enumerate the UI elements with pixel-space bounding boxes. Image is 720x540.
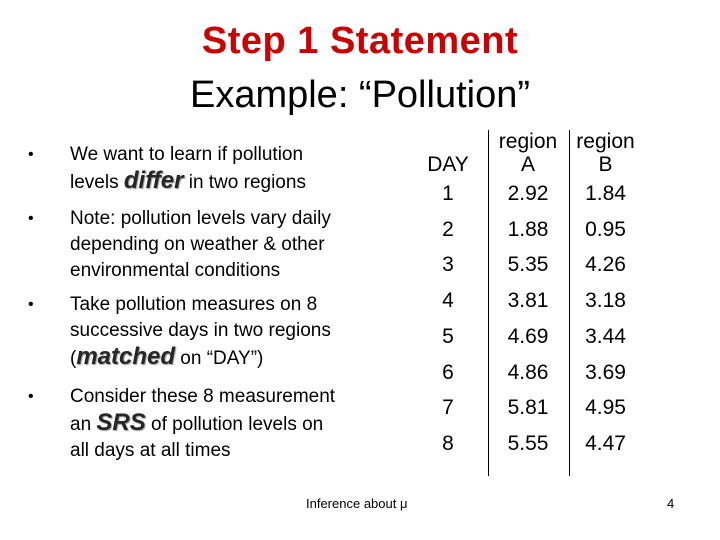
bullet-item [28,206,400,284]
cell-day: 1 [442,182,454,205]
cell-region-b: 1.84 [585,182,626,205]
bullet-line: levels [70,172,124,193]
table-body [408,176,643,462]
table-row [408,176,643,212]
bullet-line: on “DAY”) [175,348,264,369]
table-row [408,319,643,355]
cell-day: 7 [442,396,454,420]
bullet-text: Note: pollution levels vary daily depending on weather & other environmental conditions [70,208,331,281]
table-divider [488,130,489,476]
footer-text: Inference about μ [306,496,408,511]
header-region-a-top: region [498,130,558,153]
bullet-dot-icon: • [28,210,34,227]
bullet-line: ( [70,348,77,369]
bullet-dot-icon: • [28,388,34,405]
cell-day: 6 [442,360,454,384]
cell-region-b: 4.26 [585,253,626,277]
cell-day: 3 [442,253,454,277]
cell-day: 2 [442,217,454,241]
table-row [408,283,643,319]
table-row [408,426,643,462]
pollution-table [408,130,643,462]
cell-region-a: 2.92 [507,182,549,205]
slide-subtitle: Example: “Pollution” [189,74,531,116]
bullet-item [28,142,306,196]
cell-region-a: 3.81 [507,289,549,313]
cell-region-a: 5.35 [507,253,549,277]
emphasis-srs: SRS [96,409,146,436]
cell-region-a: 4.69 [507,324,549,348]
cell-day: 4 [442,289,454,313]
cell-region-a: 5.55 [507,431,549,455]
header-region-a [488,130,568,176]
bullet-text [70,292,400,372]
cell-region-b: 4.95 [585,396,626,420]
cell-region-a: 5.81 [507,396,549,420]
bullet-line: in two regions [183,172,306,193]
table-row [408,247,643,283]
header-region-b [568,130,643,176]
cell-region-a: 1.88 [507,217,549,241]
header-day [408,130,488,176]
bullet-line: all days at all times [70,440,231,461]
cell-region-b: 0.95 [585,217,626,241]
bullet-item [28,384,335,464]
header-region-b-bottom: B [598,153,613,176]
bullet-text [70,142,306,196]
table-header-row [408,130,643,176]
cell-day: 8 [442,431,454,455]
header-region-b-top: region [576,130,635,153]
bullet-line: of pollution levels on [145,414,324,435]
emphasis-matched: matched [76,343,176,370]
bullet-dot-icon: • [28,146,34,163]
page-number: 4 [667,496,675,511]
cell-region-b: 3.69 [585,360,626,384]
cell-day: 5 [442,324,454,348]
table-divider [569,130,570,476]
emphasis-differ: differ [123,167,184,194]
cell-region-b: 3.18 [585,289,626,313]
bullet-dot-icon: • [28,296,34,313]
cell-region-b: 3.44 [585,324,626,348]
table-row [408,212,643,248]
cell-region-a: 4.86 [507,360,549,384]
bullet-item [28,292,400,372]
cell-region-b: 4.47 [585,431,626,455]
header-day-label: DAY [427,153,469,176]
table-row [408,355,643,391]
header-region-a-bottom: A [520,153,535,176]
table-row [408,390,643,426]
slide-title: Step 1 Statement [201,20,519,62]
bullet-line: Consider these 8 measurement [70,386,336,407]
bullet-line: an [70,414,97,435]
bullet-line: We want to learn if pollution [70,144,304,165]
bullet-text [70,384,335,464]
bullet-line: Take pollution measures on 8 successive days in two regions [70,294,331,341]
